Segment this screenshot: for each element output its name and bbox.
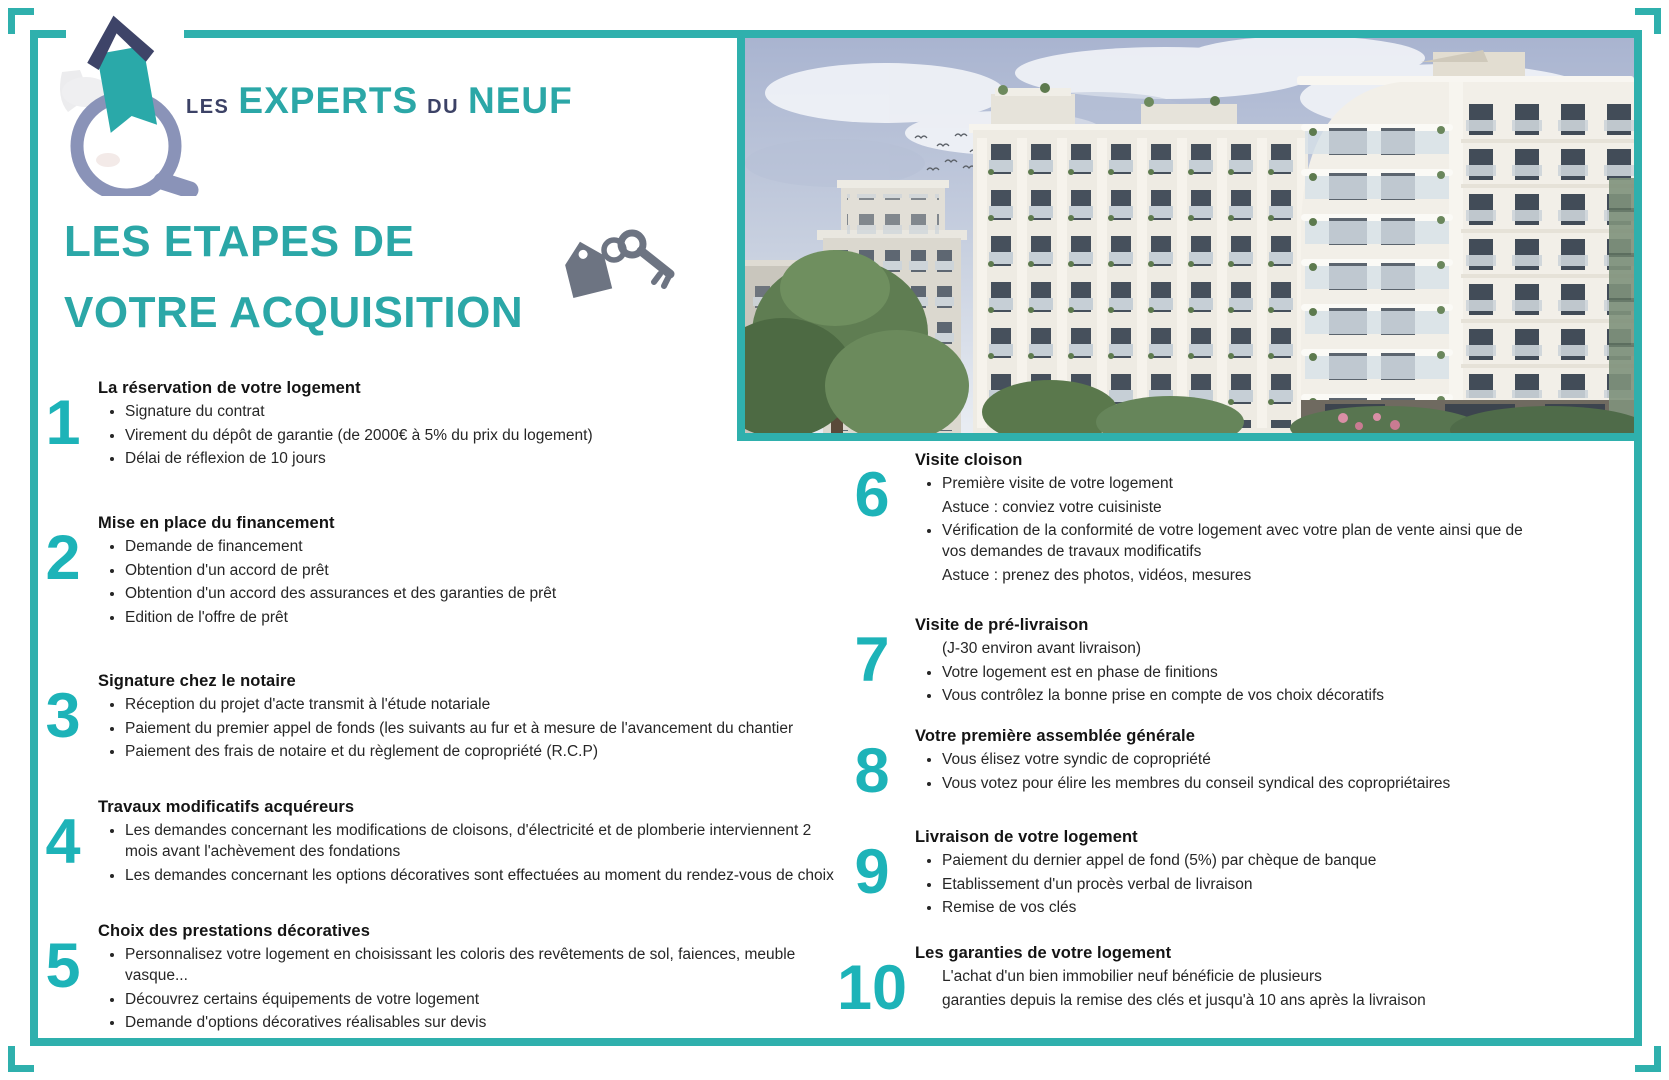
step-9-item: • Remise de vos clés (942, 897, 1539, 918)
step-9-number: 9 (854, 837, 890, 907)
step-7-note: (J-30 environ avant livraison) (942, 640, 1142, 657)
step-5-item: • Personnalisez votre logement en choisissant les coloris des revêtements de sol, faiences, meuble vasque... (125, 944, 846, 986)
step-5-title: Choix des prestations décoratives (98, 922, 370, 940)
page-title-line2: VOTRE ACQUISITION (64, 288, 524, 337)
magnifier-handle (162, 181, 190, 190)
step-3 (28, 672, 846, 765)
step-5-number: 5 (45, 931, 81, 1001)
step-7-title: Visite de pré-livraison (915, 616, 1089, 634)
step-5-item: • Demande d'options décoratives réalisables sur devis (125, 1012, 846, 1033)
step-2-item: • Obtention d'un accord de prêt (125, 560, 846, 581)
step-7-item: • Votre logement est en phase de finitions (942, 662, 1539, 683)
step-2-item: • Demande de financement (125, 536, 846, 557)
step-8-title: Votre première assemblée générale (915, 727, 1195, 745)
right-green-building (1609, 178, 1634, 433)
step-6-note: Astuce : prenez des photos, vidéos, mesures (942, 566, 1252, 584)
step-9-item: • Paiement du dernier appel de fond (5%) par chèque de banque (942, 850, 1539, 871)
step-10 (829, 944, 1539, 1023)
step-3-item: • Réception du projet d'acte transmit à l'étude notariale (125, 694, 846, 715)
step-8-item: • Vous votez pour élire les membres du conseil syndical des copropriétaires (942, 773, 1539, 794)
step-9 (829, 828, 1539, 921)
step-2 (28, 514, 846, 630)
page-title (64, 206, 523, 348)
step-4 (28, 798, 846, 888)
step-10-number: 10 (836, 953, 908, 1023)
step-10-title: Les garanties de votre logement (915, 944, 1172, 962)
step-4-number: 4 (45, 807, 81, 877)
step-1-item: • Signature du contrat (125, 401, 846, 422)
step-2-number: 2 (45, 523, 81, 593)
step-3-item: • Paiement du premier appel de fonds (les suivants au fur et à mesure de l'avancement du chantier (125, 718, 846, 739)
step-1-item: • Virement du dépôt de garantie (de 2000€ à 5% du prix du logement) (125, 425, 846, 446)
page-title-line1: LES ETAPES DE (64, 217, 415, 266)
brand-les: LES (186, 96, 230, 118)
step-1-number: 1 (45, 388, 81, 458)
step-6-item: • Première visite de votre logement (942, 473, 1539, 494)
step-1-title: La réservation de votre logement (98, 379, 361, 397)
step-8-number: 8 (854, 736, 890, 806)
brand-experts: EXPERTS (238, 80, 419, 121)
step-4-item: • Les demandes concernant les modifications de cloisons, d'électricité et de plomberie interviennent 2 mois avant l'achèvement des fondations (125, 820, 846, 862)
key (621, 233, 670, 286)
step-5 (28, 922, 846, 1036)
house-keys-icon (552, 214, 680, 312)
step-6 (829, 451, 1539, 588)
building-photo (737, 30, 1642, 441)
step-3-number: 3 (45, 681, 81, 751)
step-9-title: Livraison de votre logement (915, 828, 1138, 846)
step-6-number: 6 (854, 460, 890, 530)
step-3-title: Signature chez le notaire (98, 672, 296, 690)
step-10-note: L'achat d'un bien immobilier neuf bénéficie de plusieurs (942, 968, 1322, 985)
step-6-note: Astuce : conviez votre cuisiniste (942, 498, 1162, 516)
brand-du: DU (427, 96, 460, 118)
corner-mark-bottom-right (1635, 1046, 1661, 1072)
step-4-item: • Les demandes concernant les options décoratives sont effectuées au moment du rendez-vous de choix (125, 865, 846, 886)
step-7 (829, 616, 1539, 709)
step-7-number: 7 (854, 625, 890, 695)
step-3-item: • Paiement des frais de notaire et du règlement de copropriété (R.C.P) (125, 741, 846, 762)
step-9-item: • Etablissement d'un procès verbal de livraison (942, 874, 1539, 895)
step-1 (28, 379, 846, 472)
step-1-item: • Délai de réflexion de 10 jours (125, 448, 846, 469)
step-6-item: • Vérification de la conformité de votre logement avec votre plan de vente ainsi que de vos demandes de travaux modificatifs (942, 520, 1539, 562)
step-7-item: • Vous contrôlez la bonne prise en compte de vos choix décoratifs (942, 685, 1539, 706)
main-tower (1297, 50, 1634, 433)
step-2-title: Mise en place du financement (98, 514, 335, 532)
brand-wordmark (186, 80, 573, 122)
step-2-item: • Edition de l'offre de prêt (125, 607, 846, 628)
step-10-note: garanties depuis la remise des clés et jusqu'à 10 ans après la livraison (942, 991, 1426, 1009)
step-6-title: Visite cloison (915, 451, 1023, 469)
step-5-item: • Découvrez certains équipements de votre logement (125, 989, 846, 1010)
brand-neuf: NEUF (468, 80, 573, 121)
middle-building (969, 83, 1312, 433)
step-8-item: • Vous élisez votre syndic de copropriété (942, 749, 1539, 770)
step-4-title: Travaux modificatifs acquéreurs (98, 798, 355, 816)
step-8 (829, 727, 1539, 806)
building-photo-illustration (745, 38, 1634, 433)
corner-mark-bottom-left (8, 1046, 34, 1072)
step-2-item: • Obtention d'un accord des assurances et des garanties de prêt (125, 583, 846, 604)
